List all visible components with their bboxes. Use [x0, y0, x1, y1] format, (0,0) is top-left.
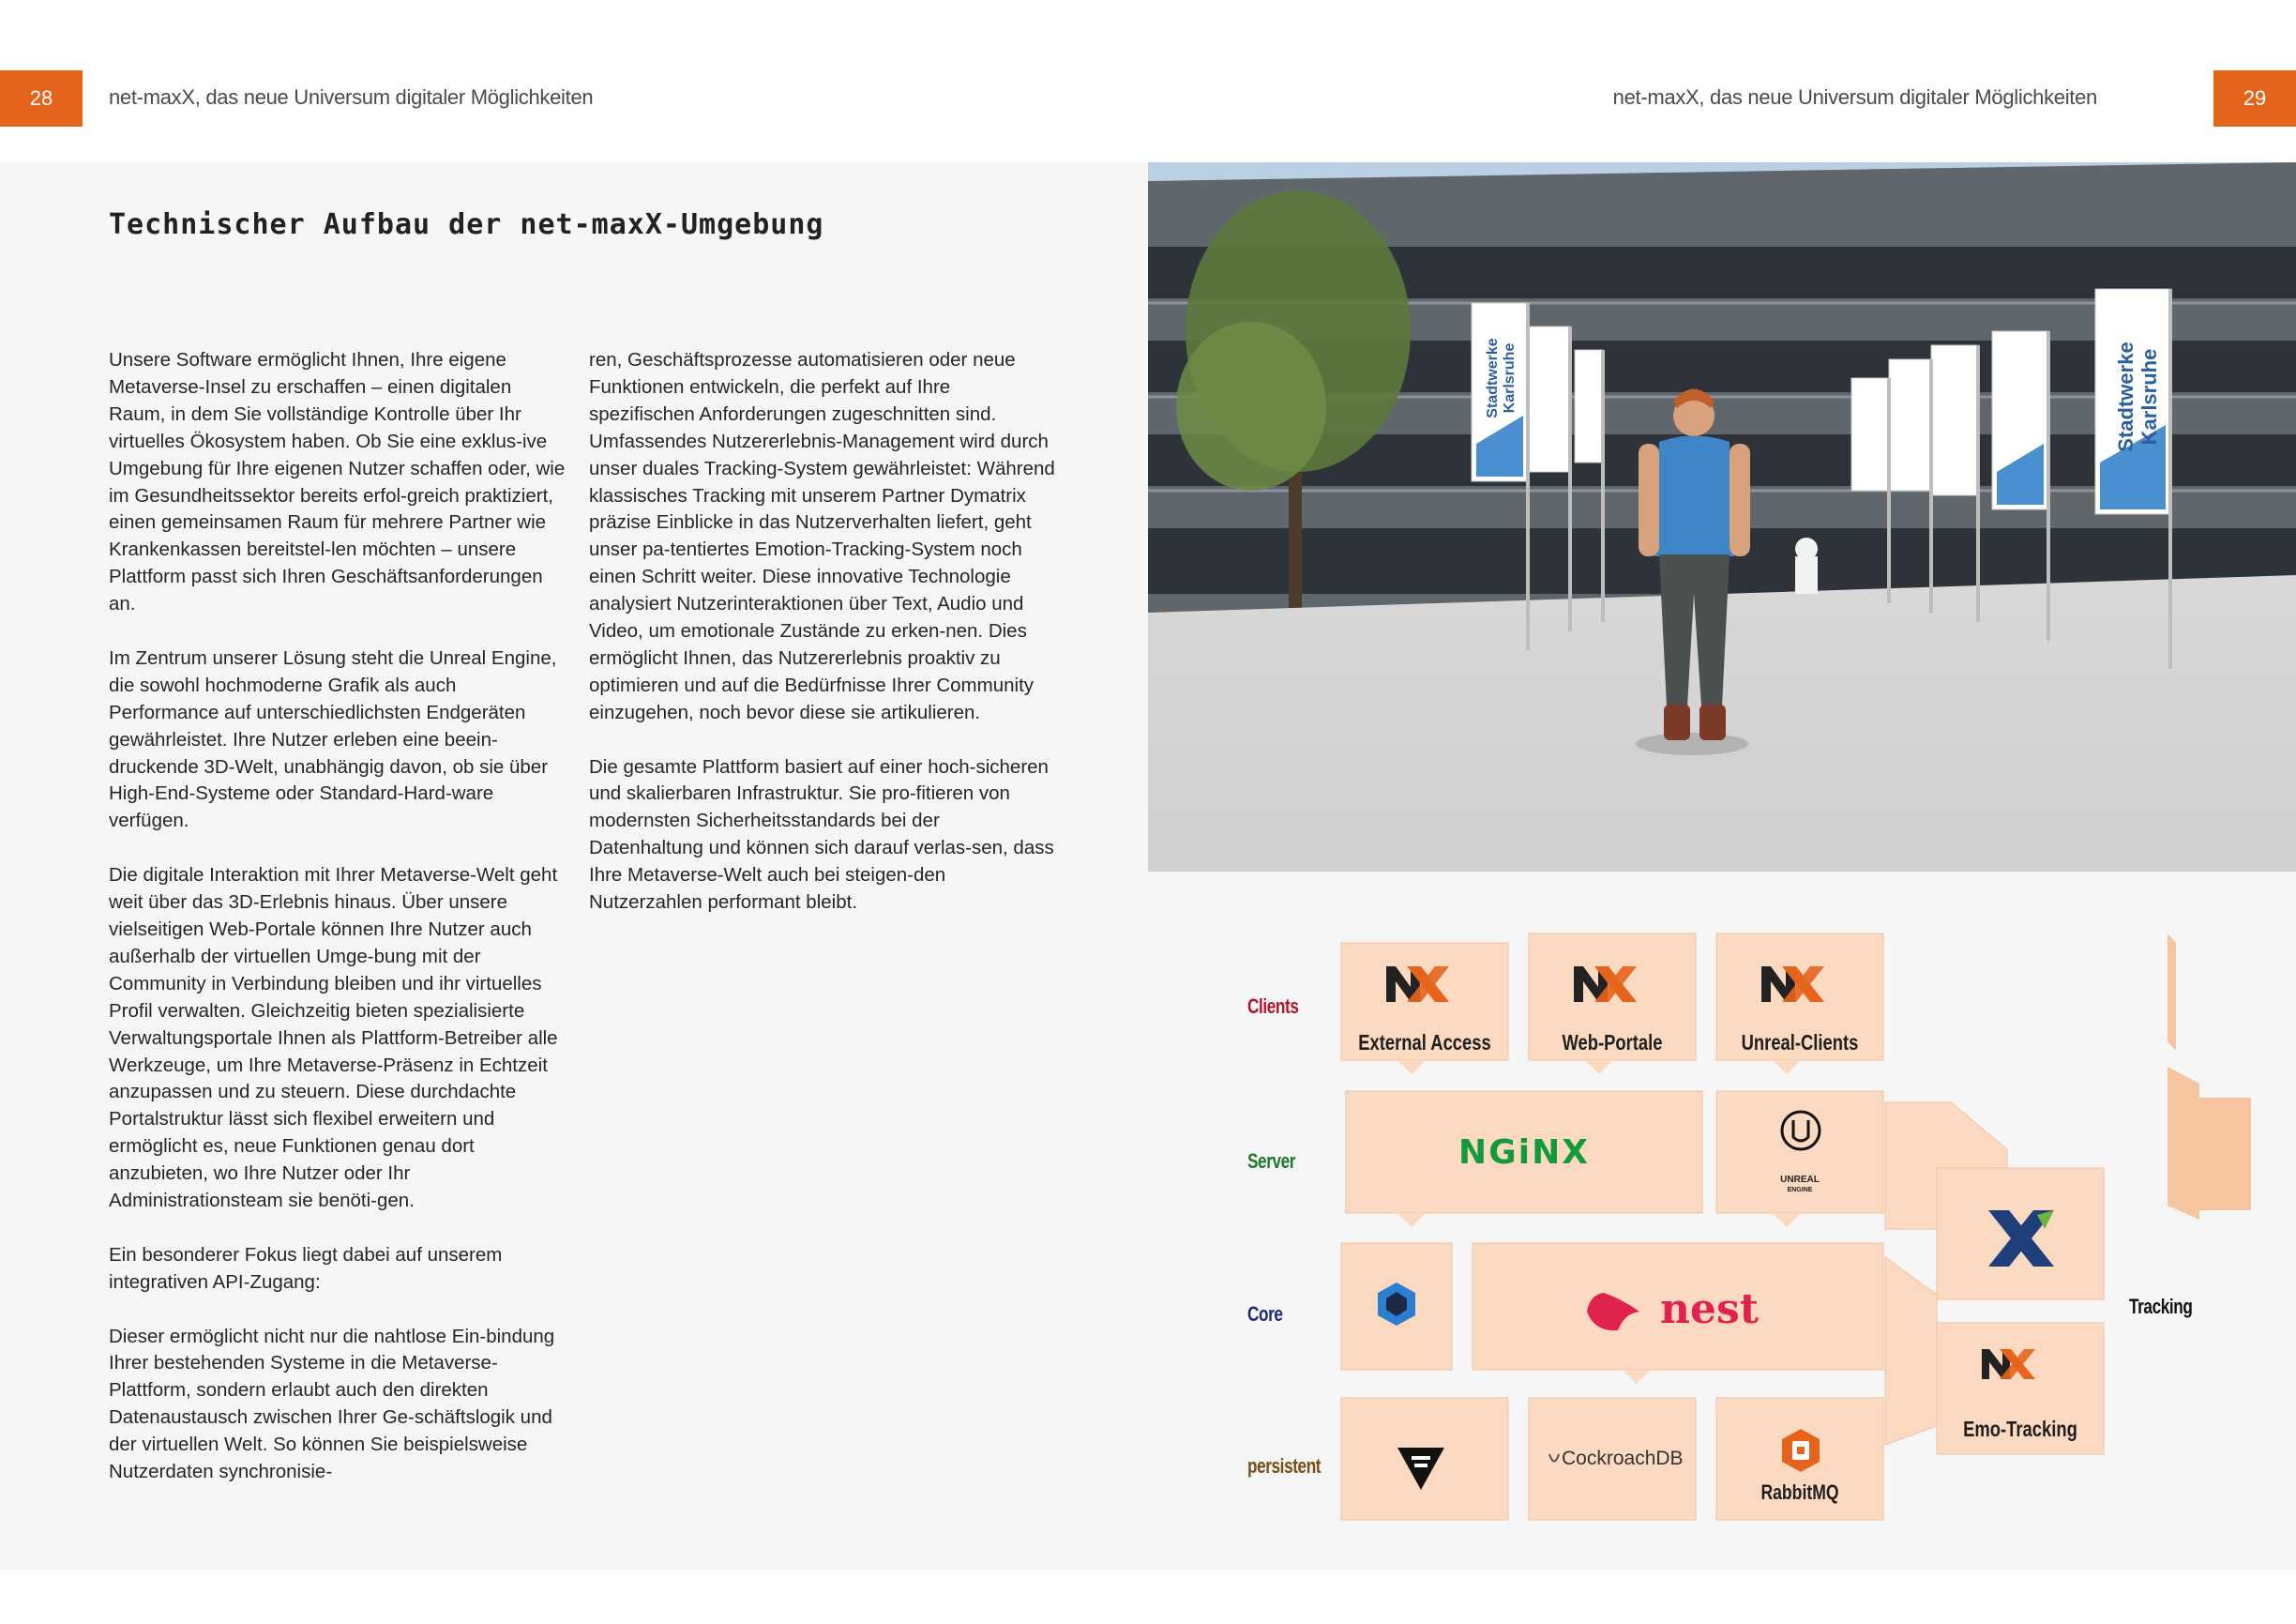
running-title-left: net-maxX, das neue Universum digitaler Möglichkeiten [109, 85, 594, 109]
text-column-1 [109, 347, 568, 1513]
nginx-logo-text: NGiNX [1458, 1133, 1590, 1172]
paragraph: Ein besonderer Fokus liegt dabei auf unserem integrativen API-Zugang: [109, 1243, 503, 1293]
page-number-left: 28 [0, 70, 83, 127]
unreal-engine-line1: UNREAL [1780, 1175, 1820, 1185]
architecture-diagram [1219, 919, 2251, 1557]
article-title: Technischer Aufbau der net-maxX-Umgebung [109, 208, 824, 241]
paragraph: Die gesamte Plattform basiert auf einer hoch-sicheren und skalierbaren Infrastruktur. Sie pro-fitieren von modernsten Sicherheitsstandards bei der Datenhaltung und können sich darauf verlas-sen, dass Ihre Metaverse-Welt auch bei steigen-den Nutzerzahlen performant bleibt. [589, 755, 1054, 914]
paragraph: Unsere Software ermöglicht Ihnen, Ihre eigene Metaverse-Insel zu erschaffen – einen digitalen Raum, in dem Sie vollständige Kontrolle über Ihr virtuelles Ökosystem haben. Ob Sie eine exklus-ive Umgebung für Ihre eigenen Nutzer schaffen oder, wie im Gesundheitssektor bereits erfol-greich praktiziert, einen gemeinsamen Raum für mehrere Partner wie Krankenkassen bereitstel-len möchten – unsere Plattform passt sich Ihren Geschäftsanforderungen an. [109, 349, 566, 615]
block-emo-connector [1885, 1257, 1937, 1445]
running-title-right: net-maxX, das neue Universum digitaler Möglichkeiten [1612, 85, 2097, 109]
block-label-emo-tracking: Emo-Tracking [1963, 1417, 2077, 1441]
flag-text: Karlsruhe [2137, 348, 2161, 446]
row-label-clients: Clients [1247, 994, 1299, 1018]
flag-text: Stadtwerke [1485, 338, 1501, 418]
block-label-web-portale: Web-Portale [1562, 1030, 1663, 1055]
unreal-engine-line2: ENGINE [1787, 1187, 1813, 1193]
paragraph: Im Zentrum unserer Lösung steht die Unreal Engine, die sowohl hochmoderne Grafik als auch Performance auf unterschiedlichsten Endgeräten gewährleistet. Ihre Nutzer erleben eine beein-druckende 3D-Welt, unabhängig davon, ob sie über High-End-Systeme oder Standard-Hard-ware verfügen. [109, 646, 557, 832]
paragraph: Dieser ermöglicht nicht nur die nahtlose Ein-bindung Ihrer bestehenden Systeme in die Metaverse-Plattform, sondern erlaubt auch den direkten Datenaustausch zwischen Ihrer Ge-schäftslogik und der virtuellen Welt. So können Sie beispielsweise Nutzerdaten synchronisie- [109, 1325, 555, 1483]
block-label-unreal-clients: Unreal-Clients [1741, 1030, 1859, 1055]
nest-logo-text: nest [1660, 1285, 1760, 1333]
flag-text: Stadtwerke [2114, 341, 2137, 452]
metaverse-scene-image [1148, 162, 2296, 872]
row-label-core: Core [1247, 1302, 1283, 1326]
unreal-engine-label [1716, 1176, 1883, 1195]
paragraph: ren, Geschäftsprozesse automatisieren oder neue Funktionen entwickeln, die perfekt auf Ihre spezifischen Anforderungen zugeschnitten sind. Umfassendes Nutzererlebnis-Management wird durch unser duales Tracking-System gewährleistet: Während klassisches Tracking mit unserem Partner Dymatrix präzise Einblicke in das Nutzerverhalten liefert, geht unser pa-tentiertes Emotion-Tracking-System noch einen Schritt weiter. Diese innovative Technologie analysiert Nutzerinteraktionen über Text, Audio und Video, um emotionale Zustände zu erken-nen. Dies ermöglicht Ihnen, das Nutzererlebnis proaktiv zu optimieren und auf die Bedürfnisse Ihrer Community einzugehen, noch bevor diese sie artikulieren. [589, 349, 1055, 723]
rabbitmq-text: RabbitMQ [1760, 1480, 1839, 1504]
paragraph: Die digitale Interaktion mit Ihrer Metaverse-Welt geht weit über das 3D-Erlebnis hinaus. Über unsere vielseitigen Web-Portale können Ihre Nutzer auch außerhalb der virtuellen Umge-bung mit der Community in Verbindung bleiben und ihr virtuelles Profil verwalten. Gleichzeitig bieten spezialisierte Verwaltungsportale Ihnen als Plattform-Betreiber alle Werkzeuge, um Ihre Metaverse-Präsenz in Echtzeit anzupassen und zu steuern. Diese durchdachte Portalstruktur lässt sich flexibel erweitern und ermöglicht es, neue Funktionen genau dort anzubieten, wo Ihre Nutzer oder Ihr Administrationsteam sie benöti-gen. [109, 864, 558, 1212]
row-label-server: Server [1247, 1149, 1296, 1173]
row-label-persistent: persistent [1247, 1454, 1322, 1478]
block-label-external-access: External Access [1358, 1030, 1491, 1055]
row-label-tracking: Tracking [2129, 1295, 2193, 1318]
diagram-blocks [1219, 919, 2251, 1557]
flag-text: Karlsruhe [1502, 342, 1518, 414]
cockroachdb-text: CockroachDB [1562, 1448, 1684, 1469]
page-number-right: 29 [2213, 70, 2296, 127]
text-column-2 [589, 347, 1058, 944]
scene-illustration [1148, 162, 2296, 872]
